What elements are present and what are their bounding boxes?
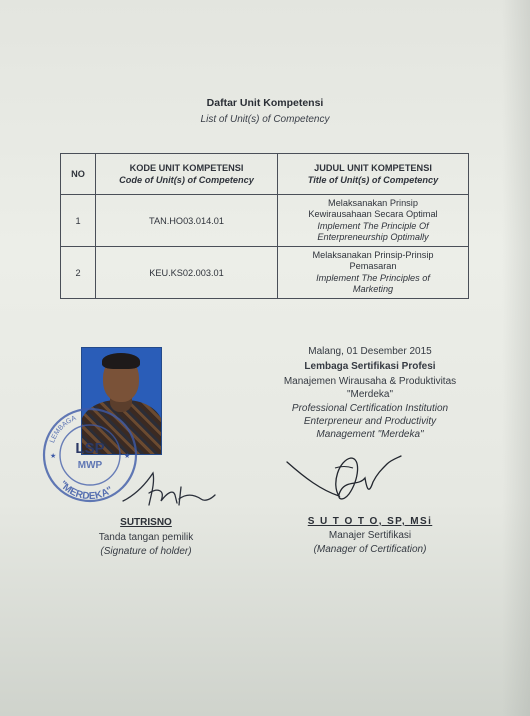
row-title-id-2: Kewirausahaan Secara Optimal: [308, 209, 438, 219]
stamp-center-text: LSP: [75, 440, 105, 457]
table-row: [61, 195, 469, 247]
header-title-id: JUDUL UNIT KOMPETENSI: [314, 163, 432, 173]
issuer-org-name-2: "Merdeka": [346, 389, 393, 400]
signer-name: S U T O T O, SP, MSi: [307, 516, 433, 527]
svg-text:"MERDEKA": [57, 479, 115, 502]
header-code-id: KODE UNIT KOMPETENSI: [129, 163, 244, 173]
row-title-en-1: Implement The Principle Of: [317, 220, 429, 231]
row-title-id-1: Melaksanakan Prinsip: [328, 197, 418, 208]
header-title: [278, 154, 469, 195]
table-header-row: [61, 154, 469, 195]
header-title-en: Title of Unit(s) of Competency: [307, 175, 439, 185]
header-code-en: Code of Unit(s) of Competency: [119, 175, 254, 185]
row-no: 1: [61, 195, 96, 247]
holder-label-en: (Signature of holder): [100, 546, 192, 557]
stamp-mid-text: MWP: [77, 460, 103, 471]
stamp-bottom-text: "MERDEKA": [56, 479, 116, 503]
signer-role-en: (Manager of Certification): [313, 544, 427, 555]
photo-hair: [102, 353, 140, 369]
row-title-id-2: Pemasaran: [349, 261, 397, 271]
row-no: 2: [61, 247, 96, 299]
row-title-id-1: Melaksanakan Prinsip-Prinsip: [312, 249, 434, 260]
header-no: NO: [61, 154, 96, 195]
row-title: [278, 247, 469, 299]
row-title-en-2: Enterpreneurship Optimally: [317, 232, 429, 242]
table-row: [61, 247, 469, 299]
holder-signature: [115, 465, 220, 515]
holder-label-id: Tanda tangan pemilik: [98, 532, 194, 543]
holder-name: SUTRISNO: [120, 517, 172, 528]
issuer-signature: [285, 450, 405, 516]
row-code: KEU.KS02.003.01: [96, 247, 278, 299]
stamp-top-text: LEMBAGA: [49, 414, 78, 444]
competency-table: [60, 153, 469, 299]
row-title: [278, 195, 469, 247]
issuer-org-label: Lembaga Sertifikasi Profesi: [304, 361, 436, 372]
issuer-org-en-1: Professional Certification Institution: [291, 403, 449, 414]
row-code: TAN.HO03.014.01: [96, 195, 278, 247]
document-title: Daftar Unit Kompetensi: [206, 97, 324, 109]
issuer-org-en-3: Management "Merdeka": [316, 429, 424, 440]
header-code: [96, 154, 278, 195]
issuer-org-name-1: Manajemen Wirausaha & Produktivitas: [283, 376, 457, 387]
issuer-org-en-2: Enterpreneur and Productivity: [303, 416, 437, 427]
signer-role-id: Manajer Sertifikasi: [328, 530, 412, 541]
document-subtitle: List of Unit(s) of Competency: [200, 114, 330, 125]
place-date: Malang, 01 Desember 2015: [308, 346, 432, 357]
stamp-star-icon: ★: [124, 453, 131, 460]
stamp-star-icon: ★: [50, 453, 57, 460]
row-title-en-1: Implement The Principles of: [316, 272, 430, 283]
row-title-en-2: Marketing: [352, 284, 394, 294]
